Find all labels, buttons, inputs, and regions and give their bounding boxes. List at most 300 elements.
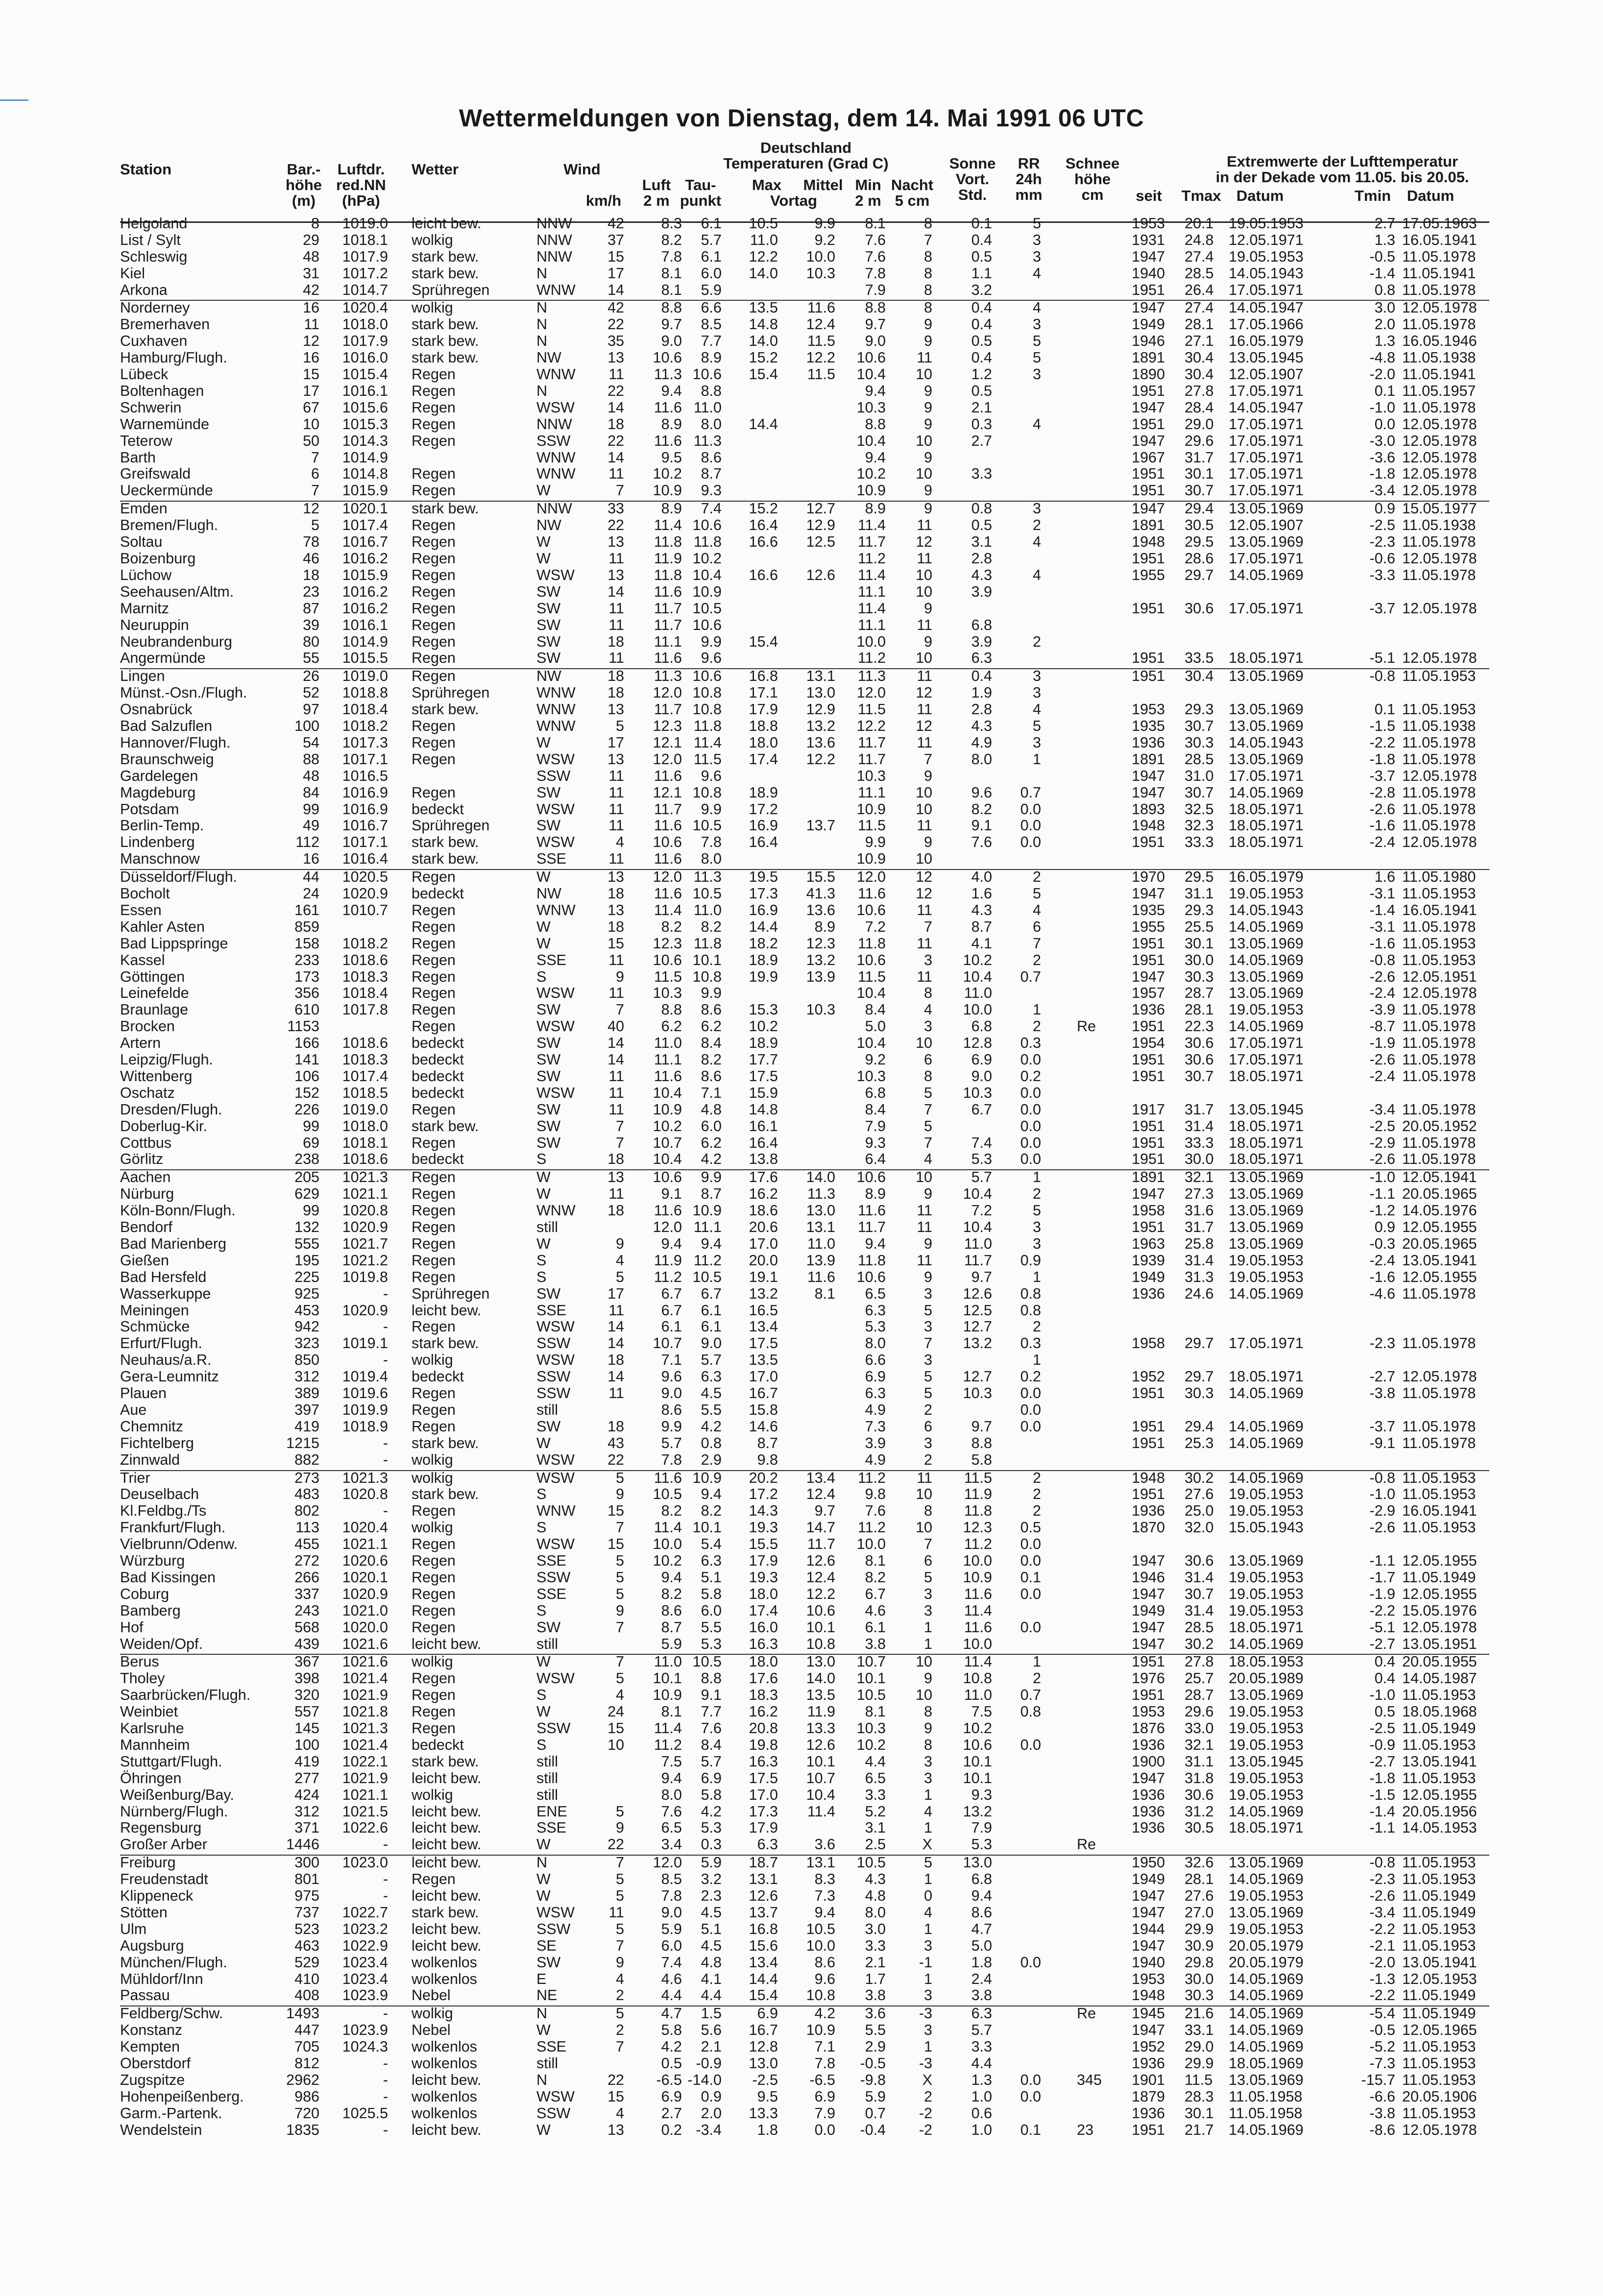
cell-sonne: 11.8: [964, 1502, 992, 1519]
cell-wind-speed: 4: [616, 1252, 624, 1269]
cell-temp-max: 12.8: [749, 2038, 778, 2055]
cell-temp-min: 3.8: [865, 1636, 886, 1652]
cell-temp-luft: 6.7: [661, 1302, 682, 1319]
cell-station-name: Cottbus: [120, 1135, 172, 1151]
cell-temp-luft: 8.8: [661, 299, 682, 316]
cell-datum-min: 11.05.1978: [1402, 1051, 1476, 1068]
cell-luftdruck: -: [383, 1871, 388, 1887]
cell-datum-max: 14.05.1969: [1229, 784, 1304, 801]
cell-seit: 1951: [1132, 668, 1165, 684]
cell-niederschlag: 2: [1033, 1470, 1041, 1486]
cell-niederschlag: 0.7: [1020, 784, 1041, 801]
cell-bar-hoehe: 266: [294, 1569, 319, 1586]
cell-station-name: Klippeneck: [120, 1887, 194, 1904]
cell-temp-mittel: 12.6: [806, 1552, 835, 1569]
table-row: [0, 1704, 1603, 1720]
cell-datum-min: 11.05.1978: [1402, 1285, 1476, 1302]
cell-taupunkt: 9.0: [701, 1335, 722, 1352]
cell-tmax: 32.3: [1185, 817, 1214, 834]
cell-taupunkt: 6.1: [701, 248, 722, 265]
cell-sonne: 9.3: [971, 1787, 992, 1803]
cell-tmax: 33.3: [1185, 1135, 1214, 1151]
cell-temp-min: 10.1: [856, 1670, 886, 1687]
cell-wetter: Nebel: [412, 1987, 451, 2004]
cell-temp-nacht: 10: [916, 1687, 932, 1703]
cell-niederschlag: 0.1: [1020, 1569, 1041, 1586]
cell-sonne: 12.6: [963, 1285, 992, 1302]
cell-wind-richtung: S: [536, 1151, 547, 1167]
cell-wind-speed: 18: [607, 1202, 624, 1219]
cell-bar-hoehe: 802: [294, 1502, 319, 1519]
cell-datum-max: 17.05.1971: [1229, 282, 1304, 298]
cell-taupunkt: 10.2: [692, 550, 722, 567]
table-row: [0, 919, 1603, 935]
cell-wind-richtung: W: [536, 918, 551, 935]
cell-temp-luft: 7.6: [661, 1803, 682, 1820]
cell-temp-max: 1.8: [757, 2122, 778, 2138]
cell-tmin: -2.6: [1369, 968, 1395, 985]
cell-luftdruck: 1020.4: [342, 1519, 388, 1536]
cell-sonne: 6.9: [971, 1051, 992, 1068]
cell-wetter: bedeckt: [412, 1085, 464, 1101]
cell-sonne: 10.6: [963, 1737, 992, 1753]
cell-taupunkt: 9.9: [701, 633, 722, 650]
cell-taupunkt: 10.8: [692, 968, 722, 985]
cell-temp-luft: 7.8: [661, 248, 682, 265]
cell-datum-min: 11.05.1938: [1402, 517, 1476, 533]
cell-temp-nacht: 1: [924, 1787, 932, 1803]
cell-station-name: Hohenpeißenberg.: [120, 2088, 244, 2105]
cell-seit: 1951: [1132, 2122, 1165, 2138]
cell-datum-max: 13.05.1969: [1229, 985, 1304, 1001]
cell-tmin: -2.3: [1369, 1871, 1395, 1887]
cell-temp-luft: 8.2: [661, 232, 682, 248]
cell-sonne: 3.9: [971, 633, 992, 650]
table-row: [0, 601, 1603, 617]
cell-station-name: Trier: [120, 1470, 150, 1486]
cell-luftdruck: 1019.4: [342, 1368, 388, 1385]
cell-tmin: 2.0: [1374, 316, 1395, 333]
cell-wetter: leicht bew.: [412, 1803, 482, 1820]
cell-datum-max: 13.05.1969: [1229, 1687, 1304, 1703]
cell-seit: 1948: [1132, 1987, 1165, 2004]
cell-niederschlag: 3: [1033, 316, 1041, 333]
cell-datum-min: 11.05.1953: [1402, 2072, 1476, 2088]
cell-sonne: 5.3: [971, 1151, 992, 1167]
cell-tmax: 31.7: [1185, 1219, 1214, 1235]
cell-datum-max: 14.05.1969: [1229, 1987, 1304, 2004]
cell-datum-min: 11.05.1978: [1402, 801, 1476, 818]
cell-seit: 1947: [1132, 784, 1165, 801]
cell-wind-speed: 11: [608, 1068, 624, 1085]
cell-datum-min: 11.05.1978: [1402, 282, 1476, 298]
cell-sonne: 3.1: [971, 533, 992, 550]
cell-wind-richtung: SW: [536, 600, 561, 617]
header-datum-min: Datum: [1407, 187, 1455, 204]
cell-temp-nacht: 4: [924, 1151, 932, 1167]
cell-datum-max: 17.05.1971: [1229, 465, 1304, 482]
cell-wetter: leicht bew.: [412, 1836, 482, 1853]
cell-sonne: 8.8: [971, 1435, 992, 1451]
cell-niederschlag: 0.0: [1020, 1552, 1041, 1569]
cell-luftdruck: 1021.1: [342, 1787, 388, 1803]
cell-temp-nacht: 3: [924, 1285, 932, 1302]
cell-temp-nacht: 9: [924, 316, 932, 333]
cell-bar-hoehe: 320: [294, 1687, 319, 1703]
cell-temp-min: 8.4: [865, 1101, 886, 1118]
cell-tmin: 3.0: [1374, 299, 1395, 316]
cell-temp-min: 8.8: [865, 299, 886, 316]
cell-temp-max: 16.6: [749, 533, 778, 550]
cell-seit: 1947: [1132, 1887, 1165, 1904]
cell-luftdruck: -: [383, 1451, 388, 1468]
cell-temp-max: 13.0: [749, 2055, 778, 2072]
cell-luftdruck: 1019.0: [342, 215, 388, 232]
cell-temp-mittel: 11.9: [807, 1703, 835, 1720]
table-row: [0, 1905, 1603, 1921]
cell-station-name: Freiburg: [120, 1854, 176, 1871]
cell-sonne: 1.6: [971, 885, 992, 902]
cell-wind-richtung: W: [536, 1887, 551, 1904]
cell-seit: 1890: [1132, 366, 1165, 383]
cell-sonne: 11.0: [964, 1687, 992, 1703]
cell-tmax: 28.1: [1185, 316, 1214, 333]
cell-wetter: Regen: [412, 366, 456, 383]
cell-bar-hoehe: 26: [303, 668, 319, 684]
cell-taupunkt: 8.8: [701, 1670, 722, 1687]
cell-luftdruck: 1016.1: [342, 617, 388, 633]
header-schnee-2: höhe: [1074, 170, 1111, 188]
cell-temp-min: 11.2: [857, 1519, 886, 1536]
cell-bar-hoehe: 12: [303, 333, 319, 349]
cell-wind-richtung: SSE: [536, 850, 567, 867]
cell-sonne: 1.8: [971, 1954, 992, 1971]
cell-wind-speed: 5: [616, 1569, 624, 1586]
cell-station-name: Großer Arber: [120, 1836, 207, 1853]
cell-temp-min: 3.9: [865, 1435, 886, 1451]
cell-temp-min: 9.4: [865, 449, 886, 466]
table-row: [0, 1118, 1603, 1135]
cell-temp-luft: 4.2: [661, 2038, 682, 2055]
cell-datum-min: 11.05.1978: [1402, 817, 1476, 834]
cell-wetter: bedeckt: [412, 1737, 464, 1753]
cell-temp-max: 6.9: [757, 2005, 778, 2022]
cell-datum-min: 12.05.1978: [1402, 433, 1477, 449]
cell-wind-speed: 24: [607, 1703, 624, 1720]
cell-wetter: Regen: [412, 668, 456, 684]
header-wetter: Wetter: [412, 161, 459, 178]
cell-taupunkt: 11.3: [693, 869, 722, 885]
cell-temp-max: 15.5: [749, 1536, 778, 1552]
cell-wind-speed: 13: [607, 567, 624, 583]
cell-bar-hoehe: 233: [294, 952, 319, 968]
cell-wind-richtung: WNW: [536, 701, 576, 718]
cell-niederschlag: 3: [1033, 1235, 1041, 1252]
cell-temp-luft: 10.1: [653, 1670, 682, 1687]
cell-wetter: wolkig: [412, 1653, 453, 1670]
cell-temp-nacht: 12: [916, 869, 932, 885]
cell-bar-hoehe: 367: [294, 1653, 319, 1670]
cell-datum-max: 13.05.1969: [1229, 533, 1304, 550]
cell-wind-richtung: SW: [536, 784, 561, 801]
cell-datum-min: 12.05.1978: [1402, 550, 1477, 567]
cell-station-name: Magdeburg: [120, 784, 196, 801]
cell-temp-luft: 12.0: [653, 1219, 682, 1235]
cell-temp-min: 6.1: [865, 1619, 886, 1636]
cell-sonne: 4.0: [971, 869, 992, 885]
cell-temp-min: 8.8: [865, 416, 886, 433]
cell-temp-mittel: 6.9: [814, 2088, 835, 2105]
cell-temp-nacht: 12: [916, 718, 932, 734]
cell-datum-min: 11.05.1978: [1402, 567, 1476, 583]
cell-wetter: wolkig: [412, 1451, 453, 1468]
cell-station-name: Köln-Bonn/Flugh.: [120, 1202, 236, 1219]
cell-tmin: -1.1: [1369, 1819, 1395, 1836]
cell-tmin: -3.0: [1369, 433, 1395, 449]
cell-bar-hoehe: 7: [311, 482, 319, 499]
cell-luftdruck: 1020.9: [342, 1302, 388, 1319]
cell-luftdruck: 1025.5: [342, 2105, 388, 2122]
cell-tmin: -1.6: [1369, 817, 1395, 834]
cell-wetter: Regen: [412, 1385, 456, 1402]
cell-station-name: Kassel: [120, 952, 165, 968]
cell-bar-hoehe: 18: [303, 567, 319, 583]
cell-wind-speed: 18: [607, 684, 624, 701]
cell-datum-min: 11.05.1978: [1402, 751, 1476, 768]
cell-station-name: Feldberg/Schw.: [120, 2005, 223, 2022]
cell-temp-min: 8.0: [865, 1335, 886, 1352]
cell-niederschlag: 3: [1033, 500, 1041, 517]
cell-datum-max: 18.05.1971: [1229, 1118, 1304, 1135]
cell-tmin: -3.1: [1369, 918, 1395, 935]
cell-temp-luft: 5.9: [661, 1921, 682, 1937]
cell-temp-mittel: 13.0: [806, 1653, 835, 1670]
header-schnee-3: cm: [1081, 186, 1104, 203]
cell-luftdruck: 1014.8: [342, 465, 388, 482]
cell-temp-nacht: -1: [919, 1954, 932, 1971]
cell-temp-luft: 12.0: [653, 751, 682, 768]
cell-temp-min: 11.7: [857, 533, 886, 550]
cell-temp-max: 9.5: [757, 2088, 778, 2105]
cell-tmin: 0.1: [1374, 701, 1395, 718]
cell-wind-speed: 11: [608, 366, 624, 383]
cell-wind-speed: 15: [607, 935, 624, 952]
cell-taupunkt: 7.7: [701, 1703, 722, 1720]
cell-temp-mittel: 14.0: [806, 1670, 835, 1687]
cell-bar-hoehe: 69: [303, 1135, 319, 1151]
cell-temp-luft: 8.2: [661, 1502, 682, 1519]
cell-tmax: 33.1: [1185, 2022, 1214, 2038]
cell-temp-min: 7.9: [865, 1118, 886, 1135]
cell-temp-min: 3.3: [865, 1787, 886, 1803]
cell-station-name: Bad Marienberg: [120, 1235, 227, 1252]
cell-temp-nacht: 7: [924, 751, 932, 768]
table-row: [0, 1486, 1603, 1502]
cell-sonne: 6.3: [971, 650, 992, 666]
cell-taupunkt: 9.6: [701, 768, 722, 784]
cell-sonne: 0.5: [971, 248, 992, 265]
cell-niederschlag: 3: [1033, 1219, 1041, 1235]
cell-datum-min: 12.05.1951: [1402, 968, 1477, 985]
cell-wind-richtung: ENE: [536, 1803, 567, 1820]
cell-temp-min: 8.4: [865, 1001, 886, 1018]
cell-temp-mittel: 10.9: [806, 2022, 835, 2038]
table-row: [0, 902, 1603, 918]
cell-tmax: 27.3: [1185, 1185, 1214, 1202]
cell-station-name: Oschatz: [120, 1085, 175, 1101]
cell-niederschlag: 0.0: [1020, 834, 1041, 850]
cell-seit: 1951: [1132, 1151, 1165, 1167]
cell-temp-luft: 12.1: [653, 734, 682, 751]
cell-datum-min: 20.05.1965: [1402, 1235, 1477, 1252]
cell-datum-max: 18.05.1971: [1229, 1819, 1304, 1836]
cell-bar-hoehe: 141: [294, 1051, 319, 1068]
cell-niederschlag: 4: [1033, 299, 1041, 316]
cell-temp-nacht: 5: [924, 1854, 932, 1871]
cell-tmin: -3.8: [1369, 2105, 1395, 2122]
cell-station-name: Vielbrunn/Odenw.: [120, 1536, 238, 1552]
cell-taupunkt: 10.1: [692, 952, 722, 968]
cell-wind-richtung: WSW: [536, 1451, 575, 1468]
cell-temp-mittel: 8.6: [814, 1954, 835, 1971]
cell-temp-min: 11.7: [857, 1219, 886, 1235]
cell-sonne: 11.6: [964, 1586, 992, 1602]
cell-tmax: 28.4: [1185, 399, 1214, 416]
table-row: [0, 1636, 1603, 1652]
cell-wind-speed: 7: [616, 1001, 624, 1018]
cell-luftdruck: 1018.6: [342, 1151, 388, 1167]
cell-seit: 1939: [1132, 1252, 1165, 1269]
cell-luftdruck: 1020.9: [342, 1586, 388, 1602]
cell-luftdruck: 1022.6: [342, 1819, 388, 1836]
cell-niederschlag: 0.0: [1020, 1085, 1041, 1101]
cell-datum-max: 18.05.1971: [1229, 834, 1304, 850]
cell-temp-min: 9.2: [865, 1051, 886, 1068]
cell-datum-min: 11.05.1980: [1402, 869, 1476, 885]
cell-temp-nacht: 1: [924, 1871, 932, 1887]
cell-temp-mittel: -6.5: [809, 2072, 835, 2088]
cell-bar-hoehe: 16: [303, 850, 319, 867]
cell-temp-nacht: 9: [924, 1185, 932, 1202]
cell-sonne: 10.0: [963, 1636, 992, 1652]
cell-taupunkt: 9.9: [701, 1169, 722, 1185]
cell-wind-richtung: WSW: [536, 801, 575, 818]
cell-station-name: Artern: [120, 1035, 161, 1051]
cell-station-name: Karlsruhe: [120, 1720, 184, 1737]
cell-wind-speed: 4: [616, 1971, 624, 1987]
cell-sonne: 1.2: [971, 366, 992, 383]
cell-niederschlag: 0.0: [1020, 1118, 1041, 1135]
cell-temp-nacht: 5: [924, 1385, 932, 1402]
cell-bar-hoehe: 1493: [286, 2005, 319, 2022]
cell-bar-hoehe: 801: [294, 1871, 319, 1887]
cell-temp-min: 11.7: [857, 734, 886, 751]
cell-datum-min: 12.05.1978: [1402, 449, 1477, 466]
cell-temp-mittel: 12.5: [806, 533, 835, 550]
cell-bar-hoehe: 11: [304, 316, 319, 333]
table-row: [0, 2055, 1603, 2072]
cell-wetter: wolkig: [412, 1352, 453, 1368]
table-row: [0, 2006, 1603, 2022]
cell-wetter: Regen: [412, 399, 456, 416]
cell-temp-min: 3.3: [865, 1937, 886, 1954]
cell-tmin: -1.5: [1369, 1787, 1395, 1803]
cell-sonne: 13.2: [963, 1803, 992, 1820]
cell-temp-luft: 11.4: [654, 517, 682, 533]
header-deutschland: Deutschland: [760, 139, 852, 156]
cell-temp-luft: 9.4: [661, 383, 682, 399]
cell-temp-max: 16.1: [749, 1118, 778, 1135]
cell-datum-max: 17.05.1971: [1229, 416, 1304, 433]
cell-station-name: Garm.-Partenk.: [120, 2105, 222, 2122]
cell-temp-mittel: 10.3: [806, 265, 835, 282]
cell-taupunkt: 10.6: [692, 668, 722, 684]
cell-wind-richtung: N: [536, 1854, 548, 1871]
table-row: [0, 483, 1603, 499]
cell-sonne: 9.0: [971, 1068, 992, 1085]
cell-temp-max: 17.2: [749, 1486, 778, 1502]
cell-datum-min: 11.05.1978: [1402, 1135, 1476, 1151]
cell-datum-max: 13.05.1945: [1229, 349, 1304, 366]
cell-taupunkt: 10.6: [692, 366, 722, 383]
cell-temp-min: 8.9: [865, 1185, 886, 1202]
cell-temp-mittel: 13.6: [806, 734, 835, 751]
cell-temp-luft: 8.5: [661, 1871, 682, 1887]
cell-temp-mittel: 9.9: [814, 215, 835, 232]
cell-temp-max: 17.4: [749, 751, 778, 768]
cell-seit: 1946: [1132, 1569, 1165, 1586]
cell-temp-max: 13.5: [749, 1352, 778, 1368]
cell-luftdruck: -: [383, 2072, 388, 2088]
cell-tmax: 30.7: [1185, 1586, 1214, 1602]
cell-temp-mittel: 13.6: [806, 902, 835, 918]
cell-wetter: Regen: [412, 902, 456, 918]
cell-bar-hoehe: 243: [294, 1602, 319, 1619]
table-row: [0, 718, 1603, 734]
cell-wind-speed: 9: [616, 1602, 624, 1619]
cell-tmin: -8.7: [1369, 1018, 1395, 1035]
cell-taupunkt: 5.4: [701, 1536, 722, 1552]
cell-temp-max: 15.4: [749, 366, 778, 383]
cell-wind-speed: 15: [607, 1720, 624, 1737]
cell-datum-max: 19.05.1953: [1229, 248, 1304, 265]
cell-bar-hoehe: 29: [303, 232, 319, 248]
cell-temp-min: 6.5: [865, 1770, 886, 1787]
cell-datum-min: 20.05.1952: [1402, 1118, 1477, 1135]
cell-bar-hoehe: 54: [303, 734, 319, 751]
cell-tmin: -1.4: [1369, 265, 1395, 282]
cell-temp-mittel: 13.2: [806, 718, 835, 734]
table-row: [0, 1654, 1603, 1670]
cell-tmin: 2.7: [1374, 215, 1395, 232]
cell-wind-richtung: NNW: [536, 232, 572, 248]
cell-temp-max: 16.4: [749, 1135, 778, 1151]
cell-wind-richtung: NNW: [536, 416, 572, 433]
cell-temp-min: -0.5: [860, 2055, 886, 2072]
header-extremwerte: Extremwerte der Lufttemperatur: [1226, 153, 1458, 170]
cell-taupunkt: 5.7: [701, 1352, 722, 1368]
cell-temp-mittel: 13.2: [806, 952, 835, 968]
cell-datum-min: 11.05.1953: [1402, 885, 1476, 902]
cell-sonne: 5.7: [971, 2022, 992, 2038]
cell-seit: 1950: [1132, 1854, 1165, 1871]
table-row: [0, 1586, 1603, 1602]
cell-seit: 1951: [1132, 1051, 1165, 1068]
table-row: [0, 1253, 1603, 1269]
cell-temp-max: 15.4: [749, 1987, 778, 2004]
cell-tmin: -3.4: [1369, 1904, 1395, 1921]
cell-taupunkt: 6.9: [701, 1770, 722, 1787]
